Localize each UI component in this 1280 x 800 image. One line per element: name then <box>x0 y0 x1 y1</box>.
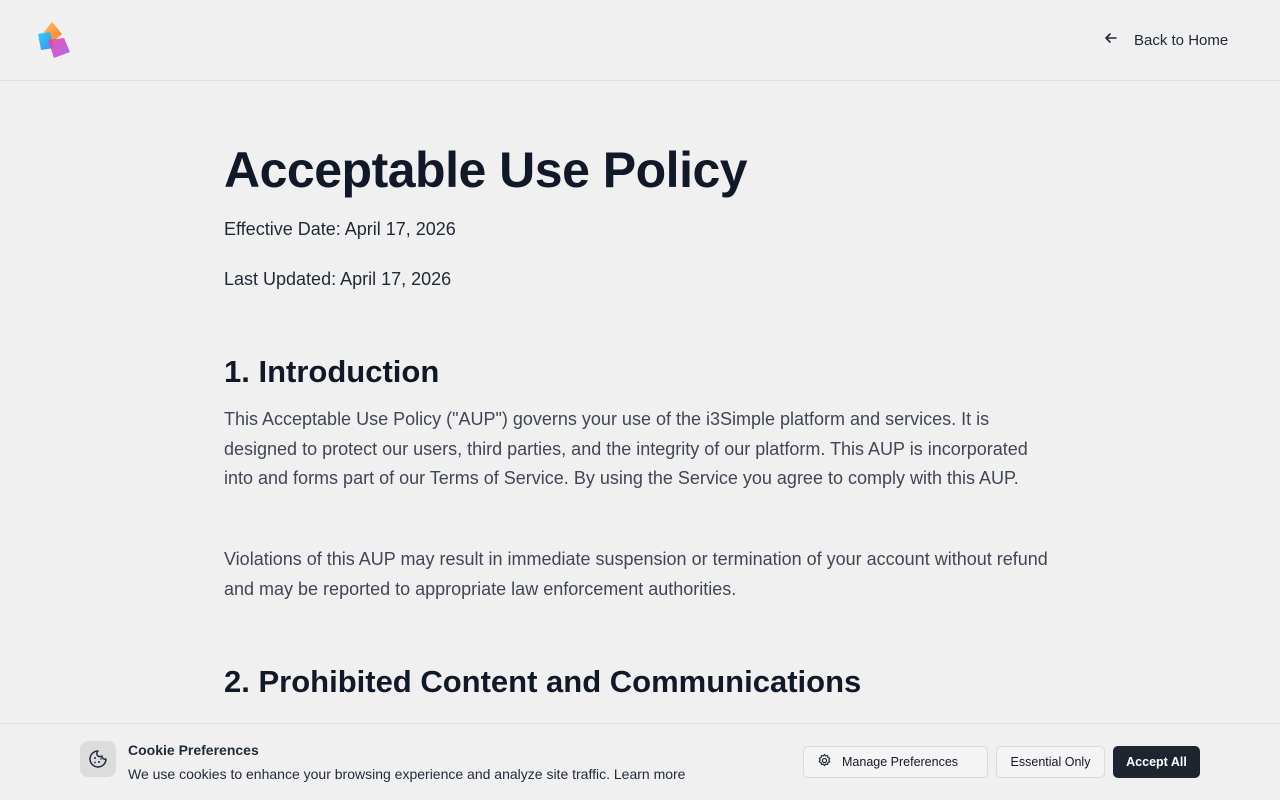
cookie-title: Cookie Preferences <box>128 742 259 758</box>
effective-date: Effective Date: April 17, 2026 <box>224 219 456 239</box>
brand-logo[interactable] <box>32 20 72 60</box>
cookie-description <box>128 766 685 782</box>
accept-all-button[interactable]: Accept All <box>1113 746 1200 778</box>
site-header <box>0 0 1280 81</box>
back-to-home-link[interactable] <box>1098 24 1248 56</box>
page-title: Acceptable Use Policy <box>224 142 748 198</box>
cookie-description-text: We use cookies to enhance your browsing experience and analyze site traffic. <box>128 766 610 782</box>
section-heading-prohibited-content: 2. Prohibited Content and Communications <box>224 664 862 699</box>
cookie-icon <box>80 741 116 777</box>
back-to-home-label: Back to Home <box>1134 31 1229 49</box>
cookie-banner <box>0 723 1280 800</box>
gear-icon <box>817 753 832 771</box>
violations-paragraph: Violations of this AUP may result in immediate suspension or termination of your account without refund and may be reported to appropriate law enforcement authorities. <box>224 549 1048 599</box>
manage-preferences-button[interactable] <box>803 746 988 778</box>
manage-preferences-label: Manage Preferences <box>842 755 959 769</box>
introduction-paragraph: This Acceptable Use Policy ("AUP") governs your use of the i3Simple platform and services. It is designed to protect our users, third parties, and the integrity of our platform. This AUP is incorporated into and forms part of our Terms of Service. By using the Service you agree to comply with this AUP. <box>224 409 1028 488</box>
last-updated-date: Last Updated: April 17, 2026 <box>224 269 452 289</box>
arrow-left-icon <box>1104 31 1118 49</box>
essential-only-button[interactable]: Essential Only <box>996 746 1105 778</box>
section-heading-introduction: 1. Introduction <box>224 354 440 389</box>
learn-more-link[interactable]: Learn more <box>613 766 686 782</box>
